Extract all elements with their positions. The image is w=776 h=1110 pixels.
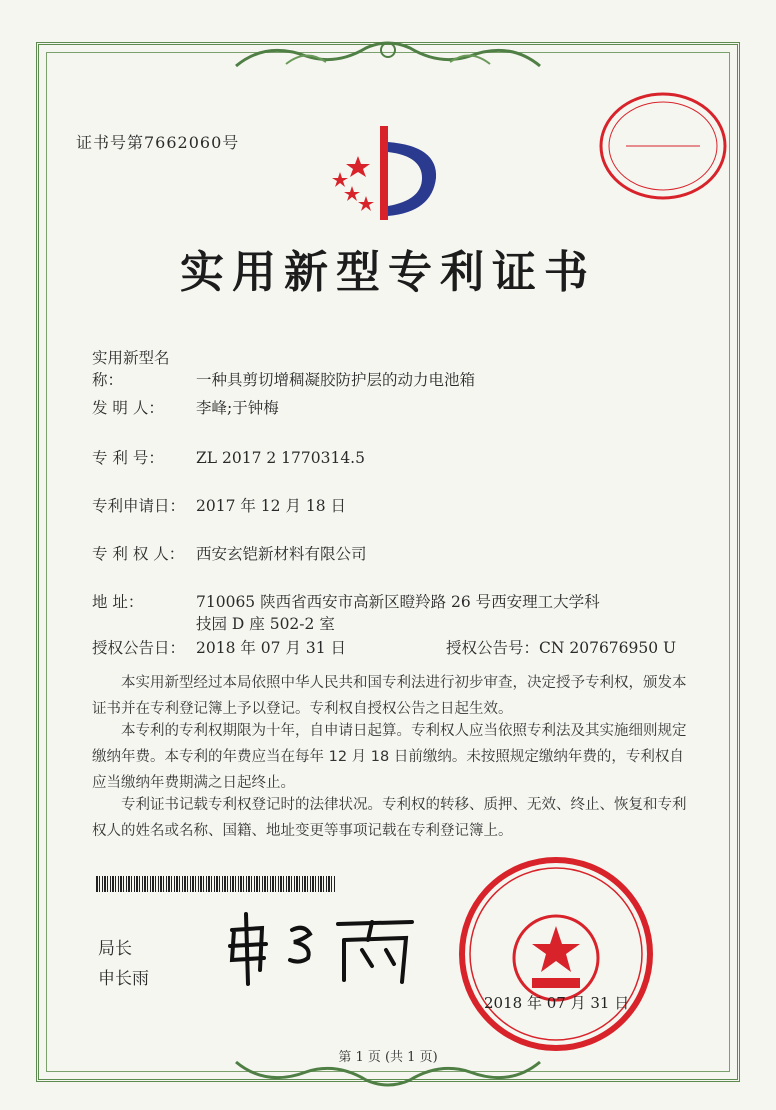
field-label: 实用新型名称： — [92, 349, 170, 389]
field-value: 2018 年 07 月 31 日 — [196, 639, 347, 657]
top-ornament-icon — [226, 36, 550, 74]
cnipa-logo-icon — [318, 120, 446, 232]
field-value: 2017 年 12 月 18 日 — [196, 497, 347, 515]
field-value: 西安玄铠新材料有限公司 — [196, 545, 367, 563]
field-grant-date — [92, 636, 346, 658]
tax-stamp-icon — [596, 90, 730, 202]
field-inventor — [92, 396, 279, 418]
field-patentee — [92, 542, 367, 564]
field-utility-model-name — [92, 346, 475, 390]
signatory-title: 局长 — [98, 939, 132, 959]
paragraph-grant: 本实用新型经过本局依照中华人民共和国专利法进行初步审查，决定授予专利权，颁发本证书并在专利登记簿上予以登记。专利权自授权公告之日起生效。 — [92, 675, 687, 717]
field-label: 专利申请日： — [92, 497, 186, 515]
field-label: 发 明 人： — [92, 399, 164, 417]
signatory-name: 申长雨 — [98, 969, 149, 989]
field-label: 专 利 权 人： — [92, 545, 185, 563]
field-value: 李峰;于钟梅 — [196, 399, 279, 417]
seal-date: 2018 年 07 月 31 日 — [484, 994, 630, 1012]
certificate-number: 证书号第7662060号 — [76, 133, 240, 152]
handwritten-signature-icon — [222, 900, 422, 988]
field-value: ZL 2017 2 1770314.5 — [196, 449, 365, 467]
field-label: 专 利 号： — [92, 449, 164, 467]
address-line-2: 技园 D 座 502-2 室 — [196, 615, 335, 633]
paragraph-term: 本专利的专利权期限为十年，自申请日起算。专利权人应当依照专利法及其实施细则规定缴纳年费。本专利的年费应当在每年 12 月 18 日前缴纳。未按照规定缴纳年费的，专利权自应当缴纳年费期满之日起终止。 — [92, 723, 687, 791]
field-label: 地 址： — [92, 593, 144, 611]
field-patent-number — [92, 446, 365, 468]
field-address — [92, 590, 600, 612]
field-label: 授权公告号： — [446, 639, 540, 657]
page-number: 第 1 页 (共 1 页) — [338, 1050, 438, 1065]
field-value: 710065 陕西省西安市高新区瞪羚路 26 号西安理工大学科 — [196, 593, 600, 611]
field-label: 授权公告日： — [92, 639, 186, 657]
barcode — [96, 876, 336, 892]
paragraph-legal-status: 专利证书记载专利权登记时的法律状况。专利权的转移、质押、无效、终止、恢复和专利权人的姓名或名称、国籍、地址变更等事项记载在专利登记簿上。 — [92, 797, 687, 839]
field-value: 一种具剪切增稠凝胶防护层的动力电池箱 — [196, 371, 476, 389]
field-application-date — [92, 494, 346, 516]
official-seal-icon — [456, 854, 656, 1054]
field-grant-number — [446, 636, 676, 658]
field-value: CN 207676950 U — [539, 639, 677, 657]
certificate-title: 实用新型专利证书 — [180, 247, 596, 298]
